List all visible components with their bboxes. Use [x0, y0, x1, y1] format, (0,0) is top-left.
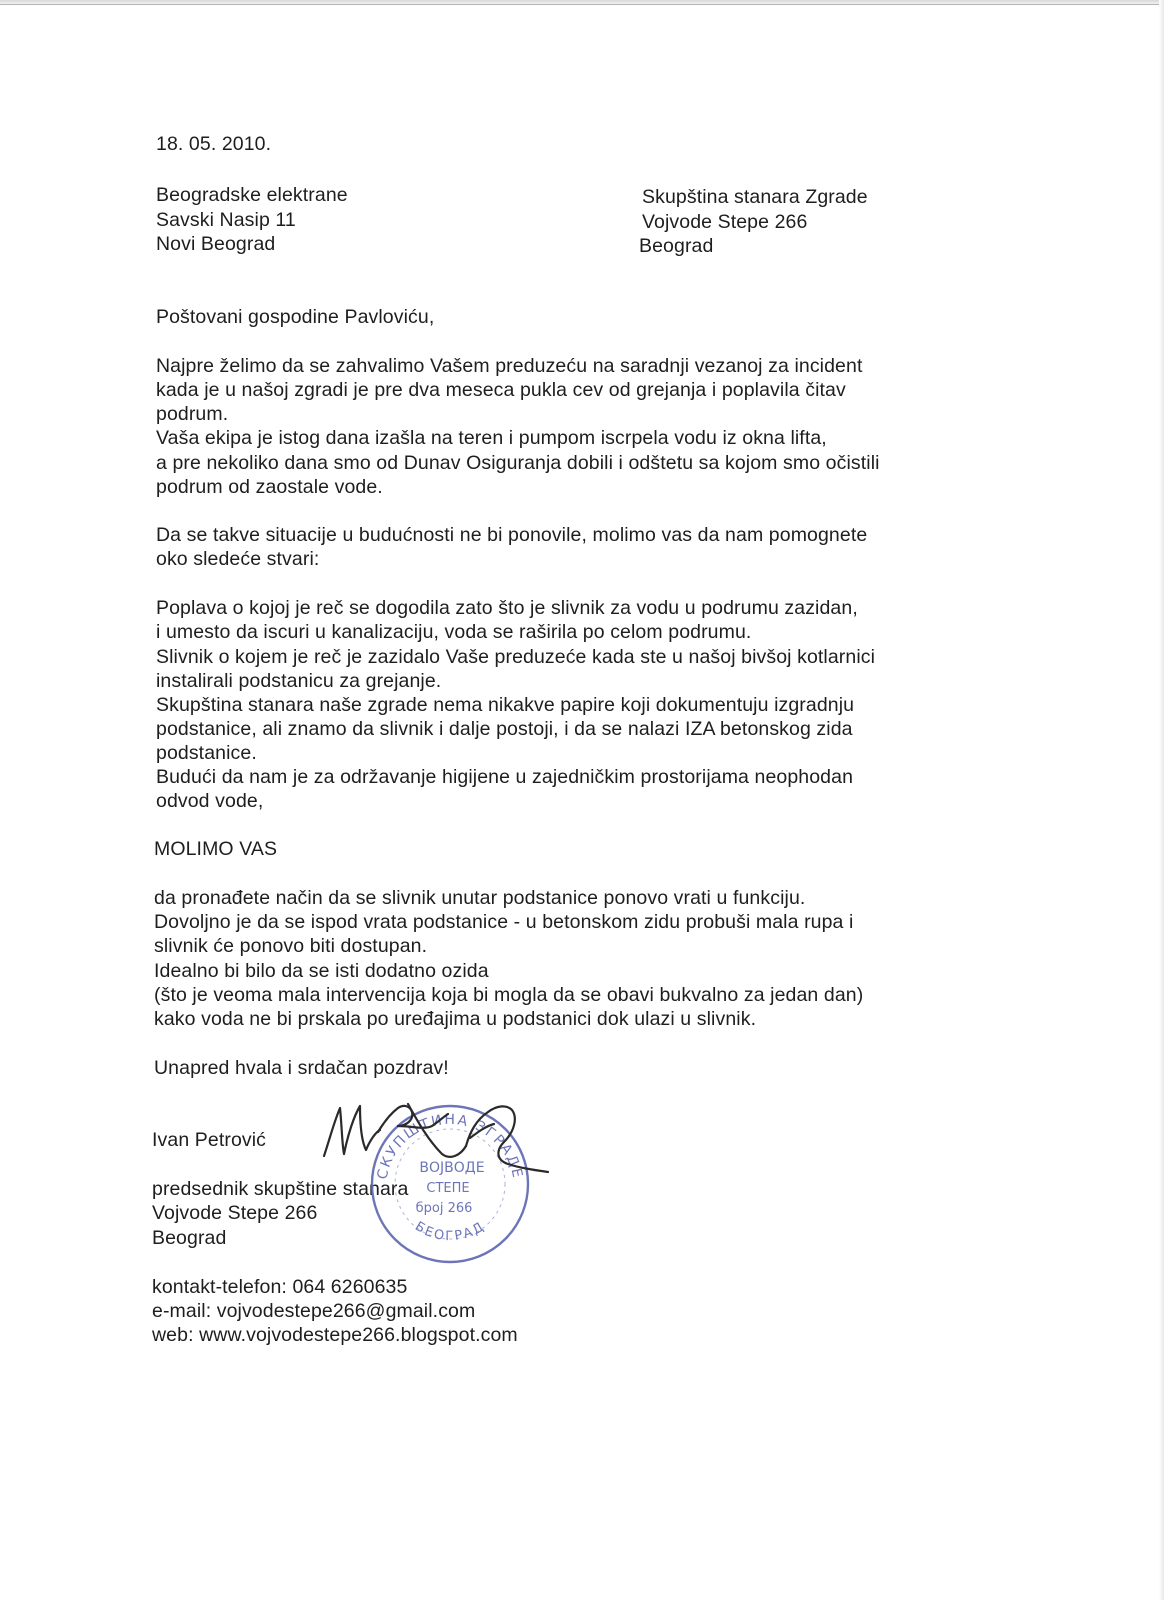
scan-edge-top: [0, 0, 1164, 6]
closing: Unapred hvala i srdačan pozdrav!: [154, 1057, 449, 1079]
body-line: Skupština stanara naše zgrade nema nikakve papire koji dokumentuju izgradnju: [156, 694, 855, 716]
signatory-city: Beograd: [152, 1227, 227, 1249]
body-line: (što je veoma mala intervencija koja bi mogla da se obavi bukvalno za jedan dan): [154, 984, 864, 1006]
signatory-name: Ivan Petrović: [152, 1129, 267, 1151]
sender-line: Beograd: [639, 235, 714, 257]
body-line: da pronađete način da se slivnik unutar podstanice ponovo vrati u funkciju.: [154, 887, 806, 909]
salutation: Poštovani gospodine Pavloviću,: [156, 306, 435, 328]
signatory-title: predsednik skupštine stanara: [152, 1178, 409, 1200]
sender-line: Skupština stanara Zgrade: [642, 186, 868, 208]
body-line: podstanice.: [156, 742, 257, 764]
recipient-line: Novi Beograd: [156, 233, 276, 255]
stamp-ring-text: СКУПШТИНА ЗГРАДЕ: [374, 1111, 526, 1181]
body-line: kada je u našoj zgradi je pre dva meseca pukla cev od grejanja i poplavila čitav: [156, 379, 846, 401]
stamp-bottom-text: БЕОГРАД: [412, 1219, 488, 1245]
body-line: Dovoljno je da se ispod vrata podstanice - u betonskom zidu probuši mala rupa i: [154, 911, 854, 933]
body-line: instalirali podstanicu za grejanje.: [156, 670, 442, 692]
contact-email: e-mail: vojvodestepe266@gmail.com: [152, 1300, 476, 1322]
recipient-line: Beogradske elektrane: [156, 184, 348, 206]
letter-date: 18. 05. 2010.: [156, 133, 272, 155]
contact-phone: kontakt-telefon: 064 6260635: [152, 1276, 408, 1298]
body-line: Budući da nam je za održavanje higijene u zajedničkim prostorijama neophodan: [156, 766, 854, 788]
body-line: Idealno bi bilo da se isti dodatno ozida: [154, 960, 489, 982]
body-line: Vaša ekipa je istog dana izašla na teren i pumpom iscrpela vodu iz okna lifta,: [156, 427, 827, 449]
body-line: oko sledeće stvari:: [156, 548, 320, 570]
stamp-line-1: ВОЈВОДЕ: [419, 1160, 485, 1176]
request-heading: MOLIMO VAS: [154, 838, 278, 860]
body-line: Slivnik o kojem je reč je zazidalo Vaše preduzeće kada ste u našoj bivšoj kotlarnici: [156, 646, 876, 668]
body-line: odvod vode,: [156, 790, 264, 812]
body-line: podstanice, ali znamo da slivnik i dalje postoji, i da se nalazi IZA betonskog zida: [156, 718, 853, 740]
body-line: kako voda ne bi prskala po uređajima u podstanici dok ulazi u slivnik.: [154, 1008, 757, 1030]
stamp-line-3: број 266: [415, 1201, 473, 1216]
scan-border-line: [0, 4, 1164, 5]
body-line: podrum.: [156, 403, 229, 425]
stamp-line-2: СТЕПЕ: [426, 1181, 470, 1196]
body-line: Poplava o kojoj je reč se dogodila zato što je slivnik za vodu u podrumu zazidan,: [156, 597, 858, 619]
recipient-line: Savski Nasip 11: [156, 209, 296, 231]
body-line: Najpre želimo da se zahvalimo Vašem preduzeću na saradnji vezanoj za incident: [156, 355, 863, 377]
body-line: i umesto da iscuri u kanalizaciju, voda se raširila po celom podrumu.: [156, 621, 752, 643]
stamp-icon: [372, 1106, 528, 1262]
signatory-address: Vojvode Stepe 266: [152, 1202, 318, 1224]
sender-line: Vojvode Stepe 266: [642, 211, 808, 233]
body-line: slivnik će ponovo biti dostupan.: [154, 935, 428, 957]
contact-web: web: www.vojvodestepe266.blogspot.com: [152, 1324, 518, 1346]
body-line: podrum od zaostale vode.: [156, 476, 383, 498]
signature-stamp-graphic: [320, 1092, 560, 1292]
body-line: Da se takve situacije u budućnosti ne bi ponovile, molimo vas da nam pomognete: [156, 524, 868, 546]
scan-edge-right: [1159, 0, 1164, 1600]
body-line: a pre nekoliko dana smo od Dunav Osiguranja dobili i odštetu sa kojom smo očistili: [156, 452, 880, 474]
svg-text:БЕОГРАД: [412, 1219, 488, 1244]
